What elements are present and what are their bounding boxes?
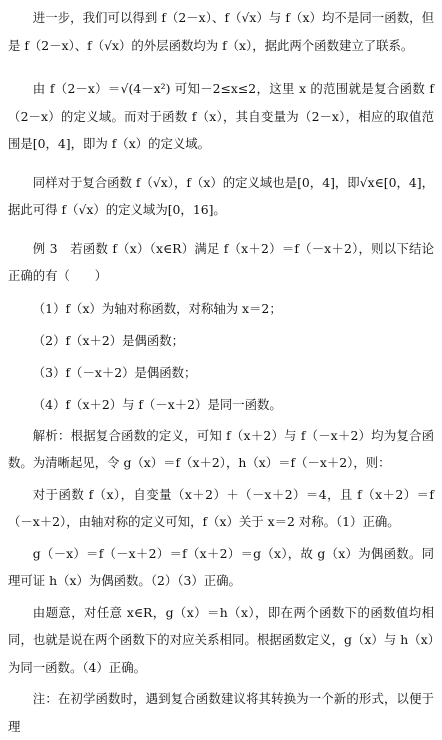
solution-part-3: 由题意，对任意 x∈R，g（x）＝h（x），即在两个函数下的函数值均相同，也就是说在两个函数下的对应关系相同。根据函数定义，g（x）与 h（x）为同一函数。（4）正确。 bbox=[8, 604, 434, 675]
paragraph-domain-1: 由 f（2－x）＝√(4－x²) 可知－2≤x≤2，这里 x 的范围就是复合函数 f（2－x）的定义域。而对于函数 f（x），其自变量为（2－x），相应的取值范围是[0，4]，即为 f（x）的定义域。 bbox=[8, 81, 434, 151]
solution-intro: 解析：根据复合函数的定义，可知 f（x＋2）与 f（－x＋2）均为复合函数。为清晰起见，令 g（x）＝f（x＋2），h（x）＝f（－x＋2），则： bbox=[8, 427, 434, 470]
paragraph-domain-2: 同样对于复合函数 f（√x），f（x）的定义域也是[0，4]，即√x∈[0，4]，据此可得 f（√x）的定义域为[0，16]。 bbox=[8, 174, 434, 217]
solution-part-2: g（－x）＝f（－x＋2）＝f（x＋2）＝g（x），故 g（x）为偶函数。同理可证 h（x）为偶函数。（2）（3）正确。 bbox=[8, 545, 434, 588]
example-3-question: 例 3 若函数 f（x）（x∈R）满足 f（x＋2）＝f（－x＋2），则以下结论正确的有（ ） bbox=[8, 240, 434, 283]
note-paragraph: 注：在初学函数时，遇到复合函数建议将其转换为一个新的形式，以便于理 bbox=[8, 691, 434, 734]
solution-part-1: 对于函数 f（x），自变量（x＋2）＋（－x＋2）＝4，且 f（x＋2）＝f（－x＋2），由轴对称的定义可知，f（x）关于 x＝2 对称。（1）正确。 bbox=[8, 486, 434, 529]
option-4: （4）f（x＋2）与 f（－x＋2）是同一函数。 bbox=[32, 396, 282, 412]
option-2: （2）f（x＋2）是偶函数； bbox=[32, 332, 185, 348]
paragraph-intro: 进一步，我们可以得到 f（2－x）、f（√x）与 f（x）均不是同一函数，但是 f（2－x）、f（√x）的外层函数均为 f（x），据此两个函数建立了联系。 bbox=[8, 10, 434, 53]
option-1: （1）f（x）为轴对称函数，对称轴为 x＝2； bbox=[32, 300, 282, 316]
option-3: （3）f（－x＋2）是偶函数； bbox=[32, 364, 197, 380]
